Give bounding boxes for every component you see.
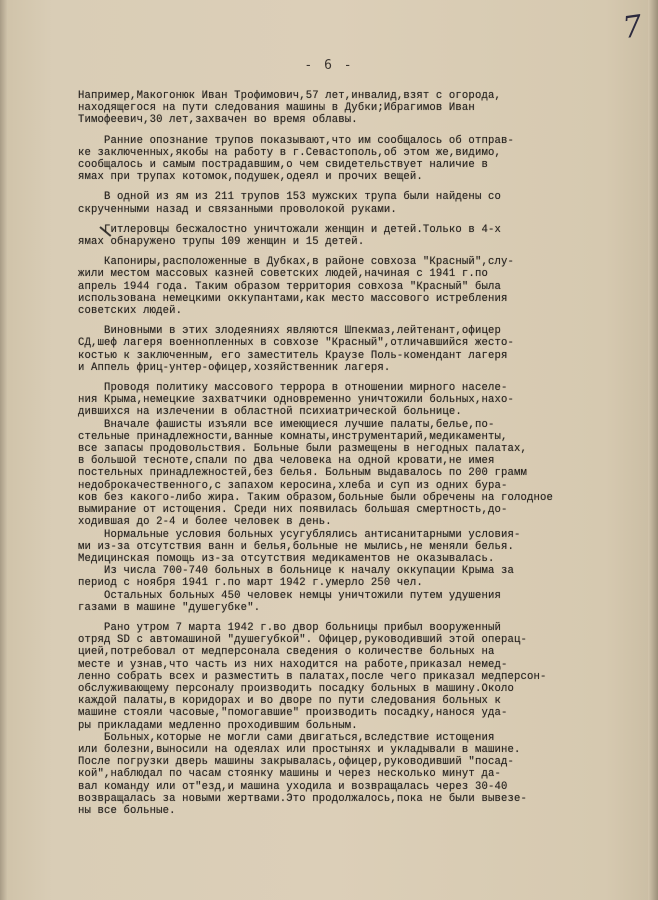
text-line: ямах обнаружено трупы 109 женщин и 15 детей. <box>78 236 365 249</box>
text-line: и Аппель фриц-унтер-офицер,хозяйственник лагеря. <box>78 361 391 374</box>
text-line: Капониры,расположенные в Дубках,в районе совхоза "Красный",слу- <box>78 256 514 269</box>
text-line: Например,Макогонюк Иван Трофимович,57 лет,инвалид,взят с огорода, <box>78 90 501 102</box>
folio-number: 7 <box>620 8 645 47</box>
text-line: Рано утром 7 марта 1942 г.во двор больницы прибыл вооруженный <box>78 621 501 634</box>
text-line: ны все больные. <box>78 804 176 817</box>
text-line: кой",наблюдал по часам стоянку машины и через несколько минут да- <box>78 768 501 781</box>
text-line: все запасы продовольствия. Больные были размещены в негодных палатах, <box>78 443 528 456</box>
text-line: месте и узнав,что часть из них находится на работе,приказал немед- <box>78 658 508 671</box>
page-left-edge <box>0 0 8 900</box>
text-line: жили местом массовых казней советских людей,начиная с 1941 г.по <box>78 268 488 281</box>
text-line: Проводя политику массового террора в отношении мирного населе- <box>78 382 508 395</box>
document-body <box>78 90 638 825</box>
text-line: Вначале фашисты изъяли все имеющиеся лучшие палаты,белье,по- <box>78 418 495 431</box>
text-line: обслуживающему персоналу производить посадку больных в машину.Около <box>78 682 514 695</box>
text-line: Тимофеевич,30 лет,захвачен во время облавы. <box>78 114 358 127</box>
page-number: - 6 - <box>304 58 354 73</box>
text-line: В одной из ям из 211 трупов 153 мужских трупа были найдены со <box>78 191 501 204</box>
text-line: газами в машине "душегубке". <box>78 601 261 614</box>
text-line: советских людей. <box>78 305 183 318</box>
text-line: костью к заключенным, его заместитель Краузе Поль-комендант лагеря <box>78 349 508 362</box>
paragraph <box>78 256 638 317</box>
text-line: ми из-за отсутствия ванн и белья,больные не мылись,не меняли белья. <box>78 540 514 553</box>
text-line: скрученными назад и связанными проволокой руками. <box>78 203 397 216</box>
paragraph <box>78 135 638 184</box>
text-line: ния Крыма,немецкие захватчики одновременно уничтожили больных,нахо- <box>78 394 514 407</box>
text-line: Ранние опознание трупов показывают,что им сообщалось об отправ- <box>78 134 514 147</box>
text-line: ленно собрать всех и разместить в палатах,после чего приказал медперсон- <box>78 670 547 683</box>
text-line: Больных,которые не могли сами двигаться,вследствие истощения <box>78 731 495 744</box>
text-line: ямах при трупах котомок,подушек,одеял и прочих вещей. <box>78 171 423 184</box>
text-line: Медицинская помощь из-за отсутствия медикаментов не оказывалась. <box>78 552 495 565</box>
text-line: в большой тесноте,спали по два человека на одной кровати,не имея <box>78 455 495 468</box>
text-line: отряд SD с автомашиной "душегубкой". Офицер,руководивший этой операц- <box>78 634 528 647</box>
paragraph <box>78 90 638 127</box>
paragraph <box>78 325 638 374</box>
paragraph <box>78 622 638 817</box>
text-line: находящегося на пути следования машины в Дубки;Ибрагимов Иван <box>78 102 475 115</box>
text-line: ходившая до 2-4 и более человек в день. <box>78 516 332 529</box>
text-line: Гитлеровцы бесжалостно уничтожали женщин и детей.Только в 4-х <box>78 223 501 236</box>
text-line: или болезни,выносили на одеялах или простынях и укладывали в машине. <box>78 743 521 756</box>
text-line: цией,потребовал от медперсонала сведения о количестве больных на <box>78 646 495 659</box>
text-line: постельных принадлежностей,без белья. Больным выдавалось по 200 грамм <box>78 467 528 480</box>
text-line: возвращалась за новыми жертвами.Это продолжалось,пока не были вывезе- <box>78 792 528 805</box>
paragraph <box>78 224 638 248</box>
text-line: вал команду или от"езд,и машина уходила и возвращалась через 30-40 <box>78 780 508 793</box>
text-line: использована немецкими оккупантами,как место массового истребления <box>78 292 508 305</box>
text-line: После погрузки дверь машины закрывалась,офицер,руководивший "посад- <box>78 756 514 769</box>
page-right-edge <box>648 0 658 900</box>
text-line: недоброкачественного,с запахом керосина,хлеба и суп из одних бура- <box>78 479 508 492</box>
text-line: ры прикладами медленно проходившим больным. <box>78 719 358 732</box>
text-line: машине стояли часовые,"помогавшие" производить посадку,нанося уда- <box>78 707 508 720</box>
text-line: Виновными в этих злодеяниях являются Шпекмаз,лейтенант,офицер <box>78 325 501 338</box>
text-line: СД,шеф лагеря военнопленных в совхозе "Красный",отличавшийся жесто- <box>78 337 514 350</box>
text-line: каждой палаты,в коридорах и во дворе по пути следования больных к <box>78 695 501 708</box>
text-line: сообщалось и самым пострадавшим,о чем свидетельствует наличие в <box>78 159 488 172</box>
text-line: стельные принадлежности,ванные комнаты,инструментарий,медикаменты, <box>78 430 508 443</box>
text-line: период с ноября 1941 г.по март 1942 г.умерло 250 чел. <box>78 577 423 590</box>
text-line: ке заключенных,якобы на работу в г.Севастополь,об этом же,видимо, <box>78 146 501 159</box>
text-line: апрель 1944 года. Таким образом территория совхоза "Красный" была <box>78 280 501 293</box>
paragraph <box>78 191 638 215</box>
text-line: дившихся на излечении в областной психиатрической больнице. <box>78 406 462 419</box>
text-line: вымирание от истощения. Среди них появилась большая смертность,до- <box>78 504 508 517</box>
paragraph <box>78 382 638 614</box>
text-line: Из числа 700-740 больных в больнице к началу оккупации Крыма за <box>78 565 514 578</box>
text-line: Остальных больных 450 человек немцы уничтожили путем удушения <box>78 589 501 602</box>
text-line: ков без какого-либо жира. Таким образом,больные были обречены на голодное <box>78 491 554 504</box>
text-line: Нормальные условия больных усугублялись антисанитарными условия- <box>78 528 521 541</box>
